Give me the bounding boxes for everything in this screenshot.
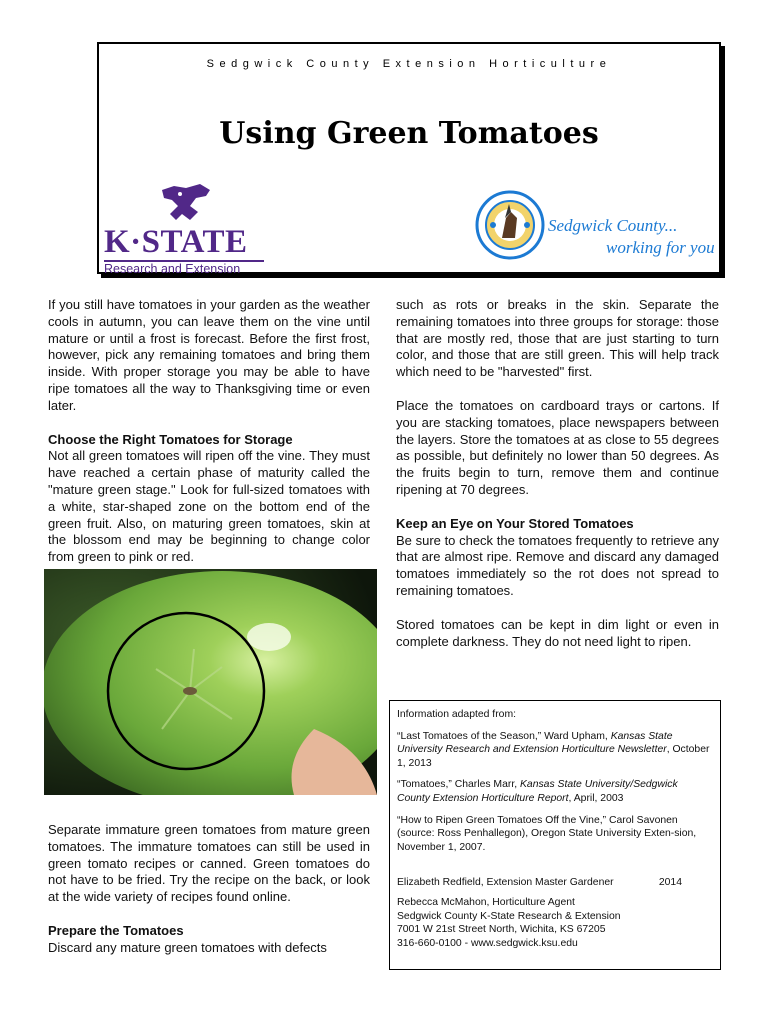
address: 7001 W 21st Street North, Wichita, KS 67205 bbox=[397, 924, 606, 936]
heading-choose: Choose the Right Tomatoes for Storage bbox=[48, 431, 293, 447]
place-paragraph: Place the tomatoes on cardboard trays or cartons. If you are stacking tomatoes, place newspapers between the layers. Store the tomatoes at as close to 55 degrees as possible, but definitely no lower than 50 degrees. As the fruits begin to turn, remove them and continue ripening at 70 degrees. bbox=[396, 397, 719, 497]
sources-box bbox=[389, 700, 721, 970]
wildcat-icon bbox=[160, 184, 212, 222]
stored-paragraph: Stored tomatoes can be kept in dim light or even in complete darkness. They do not need light to ripen. bbox=[396, 616, 719, 649]
sedgwick-tagline-2: working for you bbox=[606, 238, 715, 257]
sources-intro: Information adapted from: bbox=[397, 709, 516, 720]
contact-line: 316-660-0100 - www.sedgwick.ksu.edu bbox=[397, 937, 578, 949]
kstate-logo bbox=[104, 182, 274, 276]
org-name: Sedgwick County K-State Research & Extension bbox=[397, 910, 621, 922]
kstate-wordmark: K·STATE bbox=[104, 224, 248, 260]
kstate-subtitle: Research and Extension bbox=[104, 262, 241, 276]
heading-prepare: Prepare the Tomatoes bbox=[48, 922, 184, 938]
agent-name: Rebecca McMahon, Horticulture Agent bbox=[397, 896, 575, 908]
ref1-text: “Last Tomatoes of the Season,” Ward Upham, bbox=[397, 730, 611, 742]
credit-row bbox=[397, 876, 712, 890]
prepare-paragraph: Discard any mature green tomatoes with defects bbox=[48, 939, 327, 955]
continued-paragraph: such as rots or breaks in the skin. Separate the remaining tomatoes into three groups for storage: those that are mostly red, those that are just starting to turn color, and those that are still green. This will help track which need to be "harvested" first. bbox=[396, 297, 719, 380]
keep-paragraph: Be sure to check the tomatoes frequently to retrieve any that are almost ripe. Remove and discard any damaged tomatoes immediately so the rot does not spread to remaining tomatoes. bbox=[396, 532, 719, 598]
header-box bbox=[97, 42, 721, 274]
separate-paragraph: Separate immature green tomatoes from mature green tomatoes. The immature tomatoes can still be used in green tomato recipes or canned. Green tomatoes do not have to be fried. Try the recipe on the back, or look at the wide variety of recipes found online. bbox=[48, 822, 370, 905]
sedgwick-tagline-1: Sedgwick County... bbox=[548, 216, 678, 235]
intro-paragraph: If you still have tomatoes in your garden as the weather cools in autumn, you can leave them on the vine until mature or until a frost is forecast. Before the first frost, however, pick any remaining tomatoes and bring them inside. With proper storage you may be able to have ripe tomatoes all the way to Thanksgiving time or even later. bbox=[48, 297, 370, 413]
ref2-source: Kansas State University/Sedgwick County Extension Horticulture Report bbox=[397, 779, 678, 804]
ref1-source: Kansas State University Research and Extension Horticulture Newsletter bbox=[397, 730, 673, 756]
reference-1 bbox=[397, 730, 712, 771]
tomato-photo bbox=[44, 569, 377, 795]
ref2-text: “Tomatoes,” Charles Marr, bbox=[397, 779, 520, 791]
reference-2 bbox=[397, 778, 712, 805]
author-credit: Elizabeth Redfield, Extension Master Gardener bbox=[397, 877, 614, 889]
left-column-bottom bbox=[48, 822, 370, 957]
ref1-date: , October 1, 2013 bbox=[397, 744, 710, 769]
credit-year: 2014 bbox=[658, 877, 682, 889]
heading-keep: Keep an Eye on Your Stored Tomatoes bbox=[396, 515, 634, 531]
page-title: Using Green Tomatoes bbox=[219, 116, 599, 151]
right-column bbox=[396, 297, 719, 650]
left-column-top bbox=[48, 297, 370, 566]
sedgwick-seal-icon bbox=[475, 190, 545, 260]
choose-paragraph: Not all green tomatoes will ripen off the vine. They must have reached a certain phase of maturity called the "mature green stage." Look for full-sized tomatoes with a white, star-shaped zone on the bottom end of the green fruit. Also, on maturing green tomatoes, skin at the blossom end may be beginning to change color from green to pink or red. bbox=[48, 448, 370, 565]
reference-3: “How to Ripen Green Tomatoes Off the Vine,” Carol Savonen (source: Ross Penhallegon), Oregon State University Exten-sion, November 1, 2007. bbox=[397, 814, 697, 853]
header-kicker: Sedgwick County Extension Horticulture bbox=[206, 58, 612, 70]
ref2-date: , April, 2003 bbox=[568, 792, 624, 804]
